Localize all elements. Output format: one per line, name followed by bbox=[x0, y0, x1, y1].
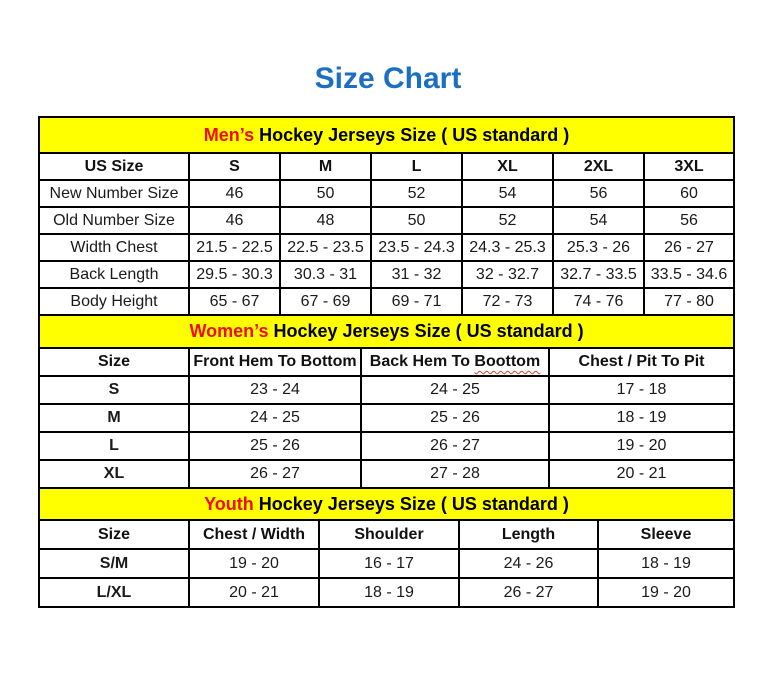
womens-size-table bbox=[38, 314, 735, 489]
cell-value: 77 - 80 bbox=[644, 288, 734, 315]
cell-value: 54 bbox=[462, 180, 553, 207]
cell-value: 24 - 25 bbox=[189, 404, 361, 432]
column-header: Size bbox=[39, 520, 189, 549]
cell-value: 54 bbox=[553, 207, 644, 234]
cell-value: 19 - 20 bbox=[549, 432, 734, 460]
mens-size-table bbox=[38, 116, 735, 316]
row-label: L/XL bbox=[39, 578, 189, 607]
cell-value: 27 - 28 bbox=[361, 460, 549, 488]
womens-header-row bbox=[39, 348, 734, 376]
table-row bbox=[39, 234, 734, 261]
cell-value: 56 bbox=[644, 207, 734, 234]
cell-value: 32 - 32.7 bbox=[462, 261, 553, 288]
table-row bbox=[39, 549, 734, 578]
cell-value: 72 - 73 bbox=[462, 288, 553, 315]
cell-value: 32.7 - 33.5 bbox=[553, 261, 644, 288]
column-header: Sleeve bbox=[598, 520, 734, 549]
column-header: Shoulder bbox=[319, 520, 459, 549]
mens-section-banner: Men’s Hockey Jerseys Size ( US standard ) bbox=[39, 117, 734, 153]
cell-value: 25.3 - 26 bbox=[553, 234, 644, 261]
cell-value: 52 bbox=[462, 207, 553, 234]
cell-value: 50 bbox=[371, 207, 462, 234]
cell-value: 46 bbox=[189, 180, 280, 207]
row-label: Width Chest bbox=[39, 234, 189, 261]
cell-value: 17 - 18 bbox=[549, 376, 734, 404]
youth-banner-row bbox=[39, 488, 734, 520]
misspelled-word-squiggle: Boottom bbox=[474, 353, 541, 370]
cell-value: 67 - 69 bbox=[280, 288, 371, 315]
column-header: US Size bbox=[39, 153, 189, 180]
column-header: Chest / Pit To Pit bbox=[549, 348, 734, 376]
cell-value: 20 - 21 bbox=[549, 460, 734, 488]
cell-value: 16 - 17 bbox=[319, 549, 459, 578]
mens-header-row bbox=[39, 153, 734, 180]
cell-value: 24 - 25 bbox=[361, 376, 549, 404]
cell-value: 24.3 - 25.3 bbox=[462, 234, 553, 261]
cell-value: 30.3 - 31 bbox=[280, 261, 371, 288]
youth-size-table bbox=[38, 487, 735, 608]
womens-banner-row bbox=[39, 315, 734, 348]
row-label: Body Height bbox=[39, 288, 189, 315]
mens-banner-row bbox=[39, 117, 734, 153]
youth-banner-highlight: Youth bbox=[204, 493, 254, 514]
column-header: L bbox=[371, 153, 462, 180]
column-header: Chest / Width bbox=[189, 520, 319, 549]
page-title: Size Chart bbox=[314, 62, 462, 95]
cell-value: 50 bbox=[280, 180, 371, 207]
cell-value: 31 - 32 bbox=[371, 261, 462, 288]
row-label: Old Number Size bbox=[39, 207, 189, 234]
cell-value: 19 - 20 bbox=[598, 578, 734, 607]
table-row bbox=[39, 578, 734, 607]
cell-value: 26 - 27 bbox=[459, 578, 598, 607]
cell-value: 25 - 26 bbox=[189, 432, 361, 460]
column-header: Front Hem To Bottom bbox=[189, 348, 361, 376]
table-row bbox=[39, 180, 734, 207]
column-header: 3XL bbox=[644, 153, 734, 180]
youth-header-row bbox=[39, 520, 734, 549]
row-label: XL bbox=[39, 460, 189, 488]
cell-value: 26 - 27 bbox=[644, 234, 734, 261]
table-row bbox=[39, 404, 734, 432]
cell-value: 26 - 27 bbox=[189, 460, 361, 488]
table-row bbox=[39, 432, 734, 460]
row-label: Back Length bbox=[39, 261, 189, 288]
row-label: New Number Size bbox=[39, 180, 189, 207]
table-row bbox=[39, 460, 734, 488]
row-label: M bbox=[39, 404, 189, 432]
row-label: S bbox=[39, 376, 189, 404]
womens-banner-highlight: Women’s bbox=[189, 321, 269, 341]
column-header: M bbox=[280, 153, 371, 180]
table-row bbox=[39, 288, 734, 315]
cell-value: 48 bbox=[280, 207, 371, 234]
cell-value: 74 - 76 bbox=[553, 288, 644, 315]
column-header: Back Hem To Boottom bbox=[361, 348, 549, 376]
row-label: S/M bbox=[39, 549, 189, 578]
size-tables-container bbox=[38, 116, 733, 608]
youth-section-banner: Youth Hockey Jerseys Size ( US standard ) bbox=[39, 488, 734, 520]
column-header: Size bbox=[39, 348, 189, 376]
table-row bbox=[39, 376, 734, 404]
womens-section-banner: Women’s Hockey Jerseys Size ( US standard ) bbox=[39, 315, 734, 348]
cell-value: 23.5 - 24.3 bbox=[371, 234, 462, 261]
cell-value: 20 - 21 bbox=[189, 578, 319, 607]
column-header: 2XL bbox=[553, 153, 644, 180]
cell-value: 65 - 67 bbox=[189, 288, 280, 315]
column-header: Length bbox=[459, 520, 598, 549]
cell-value: 23 - 24 bbox=[189, 376, 361, 404]
table-row bbox=[39, 261, 734, 288]
cell-value: 56 bbox=[553, 180, 644, 207]
cell-value: 52 bbox=[371, 180, 462, 207]
cell-value: 22.5 - 23.5 bbox=[280, 234, 371, 261]
cell-value: 25 - 26 bbox=[361, 404, 549, 432]
cell-value: 33.5 - 34.6 bbox=[644, 261, 734, 288]
cell-value: 69 - 71 bbox=[371, 288, 462, 315]
cell-value: 18 - 19 bbox=[598, 549, 734, 578]
cell-value: 18 - 19 bbox=[319, 578, 459, 607]
cell-value: 18 - 19 bbox=[549, 404, 734, 432]
cell-value: 19 - 20 bbox=[189, 549, 319, 578]
row-label: L bbox=[39, 432, 189, 460]
cell-value: 29.5 - 30.3 bbox=[189, 261, 280, 288]
cell-value: 24 - 26 bbox=[459, 549, 598, 578]
table-row bbox=[39, 207, 734, 234]
cell-value: 46 bbox=[189, 207, 280, 234]
cell-value: 21.5 - 22.5 bbox=[189, 234, 280, 261]
cell-value: 60 bbox=[644, 180, 734, 207]
cell-value: 26 - 27 bbox=[361, 432, 549, 460]
column-header: S bbox=[189, 153, 280, 180]
mens-banner-highlight: Men’s bbox=[203, 124, 255, 145]
column-header: XL bbox=[462, 153, 553, 180]
